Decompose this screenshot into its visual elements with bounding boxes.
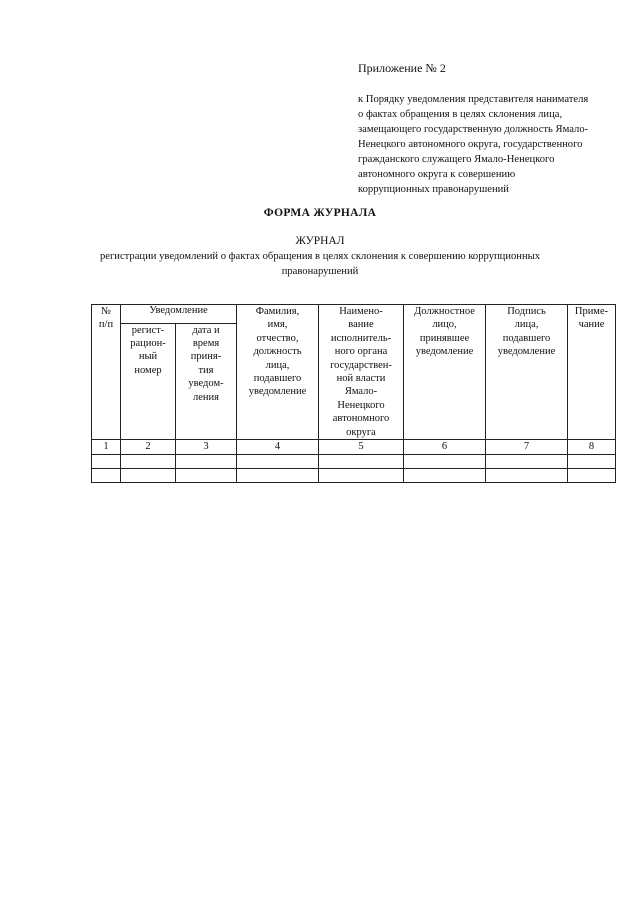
column-number: 7 <box>486 440 568 455</box>
header-cell-name: Фамилия, имя, отчество, должность лица, подавшего уведомление <box>237 305 319 440</box>
header-cell-date: дата и время приня- тия уведом- ления <box>176 323 237 439</box>
appendix-line: Ненецкого автономного округа, государственного <box>358 139 583 150</box>
appendix-line: к Порядку уведомления представителя нанимателя <box>358 94 589 105</box>
column-number: 6 <box>404 440 486 455</box>
column-number: 3 <box>176 440 237 455</box>
appendix-line: гражданского служащего Ямало-Ненецкого <box>358 154 555 165</box>
header-cell-reg-number: регист- рацион- ный номер <box>121 323 176 439</box>
appendix-line: автономного округа к совершению <box>358 169 516 180</box>
table-row <box>92 455 616 469</box>
column-number: 5 <box>319 440 404 455</box>
appendix-line: замещающего государственную должность Ямало- <box>358 124 589 135</box>
journal-heading: ЖУРНАЛ <box>295 235 345 247</box>
header-cell-notification-group: Уведомление <box>121 305 237 324</box>
column-number: 4 <box>237 440 319 455</box>
journal-description-line: регистрации уведомлений о фактах обращения в целях склонения к совершению коррупционных <box>99 251 541 262</box>
header-row-1 <box>92 305 616 324</box>
header-cell-note: Приме- чание <box>568 305 616 440</box>
form-title: ФОРМА ЖУРНАЛА <box>263 207 377 219</box>
column-number: 1 <box>92 440 121 455</box>
header-cell-authority: Наимено- вание исполнитель- ного органа государствен- ной власти Ямало- Ненецкого автономного округа <box>319 305 404 440</box>
journal-description <box>0 249 640 279</box>
journal-table <box>91 304 616 483</box>
column-number: 8 <box>568 440 616 455</box>
table-row <box>92 469 616 483</box>
column-number: 2 <box>121 440 176 455</box>
appendix-block <box>358 60 628 197</box>
header-cell-number: № п/п <box>92 305 121 440</box>
appendix-line: коррупционных правонарушений <box>358 184 509 195</box>
appendix-line: о фактах обращения в целях склонения лица, <box>358 109 563 120</box>
appendix-title: Приложение № 2 <box>358 61 446 75</box>
journal-description-line: правонарушений <box>281 266 359 277</box>
header-cell-signature: Подпись лица, подавшего уведомление <box>486 305 568 440</box>
header-cell-official: Должностное лицо, принявшее уведомление <box>404 305 486 440</box>
column-numbers-row <box>92 440 616 455</box>
